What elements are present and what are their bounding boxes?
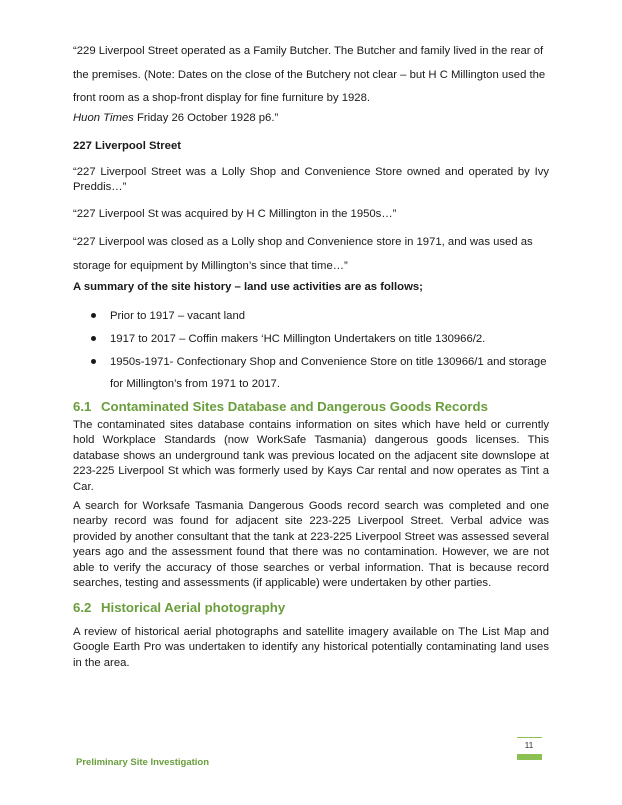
quote-227-c: [73, 231, 549, 278]
quote-229-line3: front room as a shop-front display for fine furniture by 1928.: [73, 92, 371, 104]
summary-heading: A summary of the site history – land use activities are as follows;: [73, 281, 423, 293]
quote-229: [73, 40, 549, 111]
quote-229-source: [73, 111, 549, 126]
section-heading-6-2: [73, 600, 285, 615]
bullet-text: Prior to 1917 – vacant land: [110, 310, 246, 322]
quote-227-a: “227 Liverpool Street was a Lolly Shop and Convenience Store owned and operated by Ivy Preddis…”: [73, 166, 549, 194]
quote-227-c-line2: storage for equipment by Millington’s since that time…”: [73, 259, 348, 272]
quote-227-b: “227 Liverpool St was acquired by H C Millington in the 1950s…”: [73, 208, 397, 220]
list-item: [90, 351, 550, 397]
section-6-1-paragraph-2: A search for Worksafe Tasmania Dangerous Goods record search was completed and one nearby record was found for adjacent site 223-225 Liverpool Street. Verbal advice was provided by another consultant that the tank at 223-225 Liverpool Street was assessed several years ago and the assessment found that there was no contamination. However, we are not able to verify the accuracy of those searches or verbal information. That is because record searches, testing and assessments (if applicable) were undertaken by other parties.: [73, 500, 549, 590]
list-item: [90, 328, 550, 351]
bullet-text: 1950s-1971- Confectionary Shop and Convenience Store on title 130966/1 and storage: [110, 355, 547, 368]
section-title: Contaminated Sites Database and Dangerous Goods Records: [101, 399, 488, 414]
bullet-icon: [91, 336, 96, 341]
page-number-rule: [517, 737, 542, 738]
section-number: 6.1: [73, 399, 92, 414]
bullet-text-continued: for Millington’s from 1971 to 2017.: [110, 378, 280, 391]
section-title: Historical Aerial photography: [101, 600, 286, 615]
heading-227: 227 Liverpool Street: [73, 140, 181, 152]
history-bullet-list: [90, 305, 550, 396]
quote-229-line2: the premises. (Note: Dates on the close of the Butchery not clear – but H C Millington used the: [73, 68, 546, 81]
section-heading-6-1: [73, 399, 488, 414]
bullet-icon: [91, 313, 96, 318]
bullet-text: 1917 to 2017 – Coffin makers ‘HC Millington Undertakers on title 130966/2.: [110, 332, 486, 345]
section-6-2-paragraph-1: A review of historical aerial photographs and satellite imagery available on The List Map and Google Earth Pro was undertaken to identify any historical potentially contaminating land uses in the area.: [73, 626, 549, 669]
footer-document-title: Preliminary Site Investigation: [76, 757, 210, 768]
source-detail: Friday 26 October 1928 p6.”: [133, 112, 279, 124]
section-6-1-paragraph-1: The contaminated sites database contains information on sites which have held or currently hold Workplace Standards (now WorkSafe Tasmania) dangerous goods licenses. This database shows an underground tank was previous located on the adjacent site downslope at 223-225 Liverpool St which was formerly used by Kays Car rental and now operates as Tint a Car.: [73, 419, 549, 493]
bullet-icon: [91, 359, 96, 364]
quote-229-line1: “229 Liverpool Street operated as a Family Butcher. The Butcher and family lived in the rear of: [73, 45, 544, 57]
page-number: 11: [524, 740, 534, 750]
page-number-bar: [517, 754, 542, 760]
source-publication: Huon Times: [73, 112, 134, 124]
list-item: [90, 305, 550, 328]
section-number: 6.2: [73, 600, 92, 615]
quote-227-c-line1: “227 Liverpool was closed as a Lolly shop and Convenience store in 1971, and was used as: [73, 236, 533, 248]
